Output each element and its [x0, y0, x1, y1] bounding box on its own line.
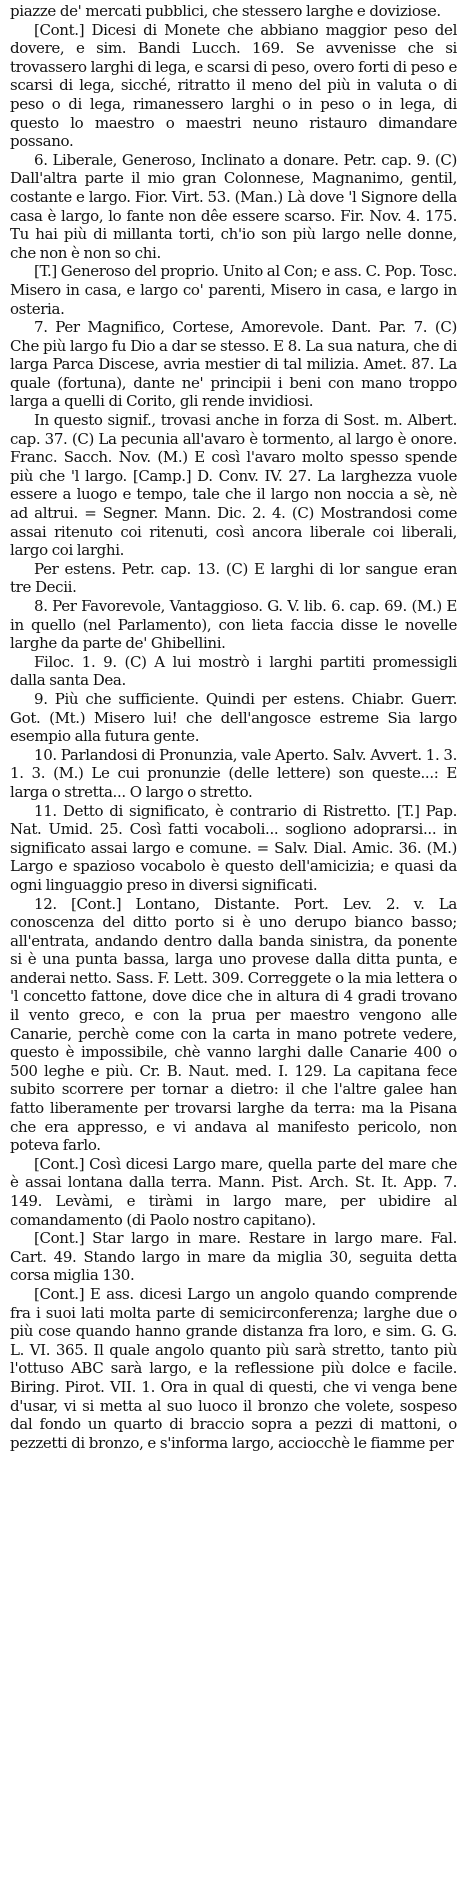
- entry-paragraph: [10, 2, 457, 21]
- text-line: che vi venga bene d'usar, vi si metta al suo luoco: [10, 1377, 458, 1415]
- text-line: [T.] Pap. Nat. Umid. 25. Così fatti vocaboli...: [10, 801, 458, 839]
- text-line: [Cont.] Star largo in mare. Restare in largo: [34, 1229, 373, 1248]
- text-line: mare. Fal. Cart. 49. Stando largo in mare da miglia: [10, 1229, 457, 1266]
- text-line: cap. 9. (C) Dall'altra parte il mio gran Colonnese,: [10, 150, 457, 188]
- text-line: Mostrandosi come assai ritenuto coi ritenuti, così: [10, 504, 458, 541]
- text-line: basso; all'entrata, andando dentro dalla banda sinistra, da ponente si è una punta bassa, larga uno: [10, 913, 457, 969]
- text-line: Per estens. Petr. cap. 13. (C) E larghi di lor: [34, 559, 360, 578]
- text-line: estreme Sia largo esempio alla futura gente.: [10, 708, 457, 746]
- text-line: 6. Liberale, Generoso, Inclinato a donare. Petr.: [34, 150, 377, 169]
- text-line: 12. [Cont.] Lontano, Distante. Port. Lev. 2. v.: [34, 894, 425, 913]
- text-line: rimanessero larghi o in peso o in lega, di questo lo: [10, 94, 457, 132]
- text-line: Filoc. 1. 9. (C) A lui mostrò i larghi partiti: [34, 652, 365, 671]
- text-line: [Cont.] E ass. dicesi Largo un angolo quando: [34, 1284, 370, 1303]
- entry-paragraph: [10, 690, 457, 746]
- text-line: [Cont.] Dicesi di Monete che abbiano maggior: [34, 20, 387, 39]
- text-line: comprende fra i suoi lati molta parte di semicirconferenza; larghe due o più cose quando hanno: [10, 1284, 458, 1341]
- text-line: donne, che non è non so chi.: [10, 225, 457, 262]
- entry-paragraph: [10, 746, 457, 802]
- text-line: sogliono adoprarsi... in significato assai largo e: [10, 820, 458, 857]
- entry-paragraph: [10, 21, 457, 151]
- entry-paragraph: [10, 560, 457, 597]
- text-line: il bronzo che volete, sospeso dal fondo un quarto: [10, 1396, 457, 1434]
- text-line: peso del dovere, e sim. Bandi Lucch. 169. Se avvenisse che si trovassero larghi di lega, e scarsi di: [10, 20, 458, 76]
- entry-paragraph: [10, 895, 457, 1155]
- text-line: Pist. Arch. St. It. App. 7. 149. Levàmi, e tiràmi: [10, 1173, 458, 1210]
- entry-paragraph: [10, 1229, 457, 1285]
- text-line: appresso, e vi andava al manifesto pericolo, non: [77, 1117, 457, 1136]
- text-line: 8. Per Favorevole, Vantaggioso. G. V. lib. 6.: [34, 597, 345, 615]
- entry-paragraph: [10, 802, 457, 895]
- text-line: La sua natura, che di larga Parca Discese, avria: [10, 336, 457, 374]
- text-line: ancora liberale coi liberali, largo coi larghi.: [10, 522, 458, 560]
- text-line: promessigli dalla santa Dea.: [10, 652, 457, 690]
- entry-paragraph: [10, 1155, 457, 1229]
- text-line: comune. = Salv. Dial. Amic. 36. (M.) Largo e: [10, 838, 457, 876]
- text-line: poteva farlo.: [10, 1136, 101, 1155]
- text-line: vento greco, e con la prua per maestro vengono alle: [28, 1006, 457, 1025]
- text-line: l'ottuso ABC sarà largo, e la reflessione più dolce e: [10, 1359, 407, 1378]
- text-line: Magnanimo, gentil, costante e largo. Fior. Virt. 53.: [10, 169, 457, 206]
- text-line: C. Pop. Tosc. Misero in casa, e largo co' parenti,: [10, 262, 457, 299]
- text-line: largo. [Camp.] D. Conv. IV. 27. La larghezza vuole: [85, 466, 457, 485]
- text-line: facile. Biring. Pirot. VII. 1. Ora in qual di questi,: [10, 1359, 457, 1396]
- text-line: maestro o maestri neuno ristauro dimandare possano.: [10, 113, 458, 151]
- text-line: Paolo nostro capitano).: [149, 1210, 316, 1229]
- text-line: ogni linguaggio preso in diversi significati.: [10, 875, 318, 894]
- entry-paragraph: [10, 411, 457, 560]
- text-line: dante ne' principii i beni con mano troppo larga a: [10, 373, 457, 411]
- text-line: Avvert. 1. 3. 1. 3. (M.) Le cui pronunzie (delle lettere) son queste...: E larga o stretta... O largo o: [10, 745, 457, 801]
- text-line: 30, seguita detta corsa miglia 130.: [10, 1247, 457, 1285]
- text-line: In questo signif., trovasi anche in forza di: [34, 411, 339, 430]
- text-line: lieta faccia disse le novelle larghe da parte de' Ghibellini.: [10, 615, 458, 653]
- text-line: (Man.) Là dove 'l Signore della casa è largo, lo: [10, 187, 457, 225]
- text-line: 129. La capitana fece subito scorrere per tornar: [10, 1061, 458, 1099]
- text-line: essere a luogo e tempo, tale che il largo non noccia: [10, 485, 394, 504]
- text-line: bronzo, e s'informa largo, acciocchè le fiamme per: [88, 1433, 454, 1452]
- text-line: a dietro: il che l'altre galee han fatto liberamente: [10, 1080, 457, 1118]
- entry-paragraph: [10, 1285, 457, 1452]
- text-line: di braccio sopra a pezzi di mattoni, o pezzetti di: [10, 1415, 457, 1452]
- text-line: (M.) E così l'avaro molto spesso spende più che 'l: [10, 448, 457, 485]
- text-line: peso, overo forti di peso e scarsi di lega, sicché, ritratto il meno del più in valuta o di peso o di lega,: [10, 57, 457, 113]
- text-line: 11. Detto di significato, è contrario di Ristretto.: [34, 801, 391, 820]
- entry-paragraph: [10, 318, 457, 411]
- text-line: La conoscenza del ditto porto si è uno derupo bianco: [10, 894, 458, 932]
- text-line: Lett. 309. Correggete o la mia lettera o 'l concetto: [10, 968, 458, 1006]
- text-line: Canarie, perchè come con la carta in mano potrete: [10, 1024, 397, 1043]
- entry-paragraph: [10, 597, 457, 653]
- text-line: Guerr. Got. (Mt.) Misero lui! che dell'angosce: [10, 689, 457, 727]
- entry-paragraph: [10, 262, 457, 318]
- text-line: fattone, dove dice che in altura di 4 gradi trovano il: [10, 987, 457, 1025]
- text-line: sangue eran tre Decii.: [10, 559, 458, 597]
- entry-paragraph: [10, 151, 457, 263]
- text-line: 7. Per Magnifico, Cortese, Amorevole. Dant. Par.: [34, 318, 406, 337]
- text-line: doviziose.: [369, 2, 441, 20]
- text-line: grande distanza fra loro, e sim. G. G. L. VI. 365.: [10, 1322, 458, 1359]
- text-line: [Cont.] Così dicesi Largo mare, quella parte: [34, 1154, 357, 1173]
- text-line: 9. Più che sufficiente. Quindi per estens. Chiabr.: [34, 689, 404, 708]
- text-line: in largo mare, per ubidire al comandamento (di: [10, 1192, 458, 1229]
- text-line: quelli di Corito, gli rende invidiosi.: [64, 392, 314, 411]
- text-line: Il quale angolo quanto più sarà stretto, tanto più: [93, 1340, 458, 1359]
- text-line: mestier di tal milizia. Amet. 87. La quale (fortuna),: [10, 355, 457, 392]
- text-line: provese dalla ditta punta, e anderai netto. Sass. F.: [10, 950, 458, 987]
- text-line: cap. 69. (M.) E in quello (nel Parlamento), con: [10, 597, 458, 634]
- text-line: hai più di millanta torti, ch'io son più largo nelle: [35, 225, 402, 244]
- text-line: per trovarsi larghe da terra: ma la Pisana che era: [10, 1099, 457, 1136]
- text-line: spazioso vocabolo è questo dell'amicizia; e quasi da: [72, 857, 457, 876]
- text-line: 10. Parlandosi di Pronunzia, vale Aperto. Salv.: [34, 745, 367, 764]
- text-line: Misero in casa, e largo in osteria.: [10, 280, 457, 318]
- text-line: Canarie 400 o 500 leghe e più. Cr. B. Naut. med. I.: [10, 1043, 457, 1080]
- entry-paragraph: [10, 653, 457, 690]
- text-line: [T.] Generoso del proprio. Unito al Con; e ass.: [34, 262, 362, 281]
- text-line: 7. (C) Che più largo fu Dio a dar se stesso. E 8.: [10, 318, 457, 355]
- text-line: fante non dêe essere scarso. Fir. Nov. 4. 175. Tu: [10, 206, 457, 244]
- text-line: è tormento, al largo è onore. Franc. Sacch. Nov.: [10, 429, 458, 467]
- text-line: stretto.: [199, 782, 253, 801]
- text-line: a sè, nè ad altrui. = Segner. Mann. Dic. 2. 4. (C): [10, 485, 458, 523]
- text-line: del mare che è assai lontana dalla terra. Mann.: [10, 1154, 457, 1192]
- text-line: Sost. m. Albert. cap. 37. (C) La pecunia all'avaro: [10, 411, 458, 448]
- text-line: piazze de' mercati pubblici, che stessero larghe e: [10, 2, 366, 20]
- text-line: vedere, questo è impossibile, chè vanno larghi dalle: [10, 1024, 458, 1062]
